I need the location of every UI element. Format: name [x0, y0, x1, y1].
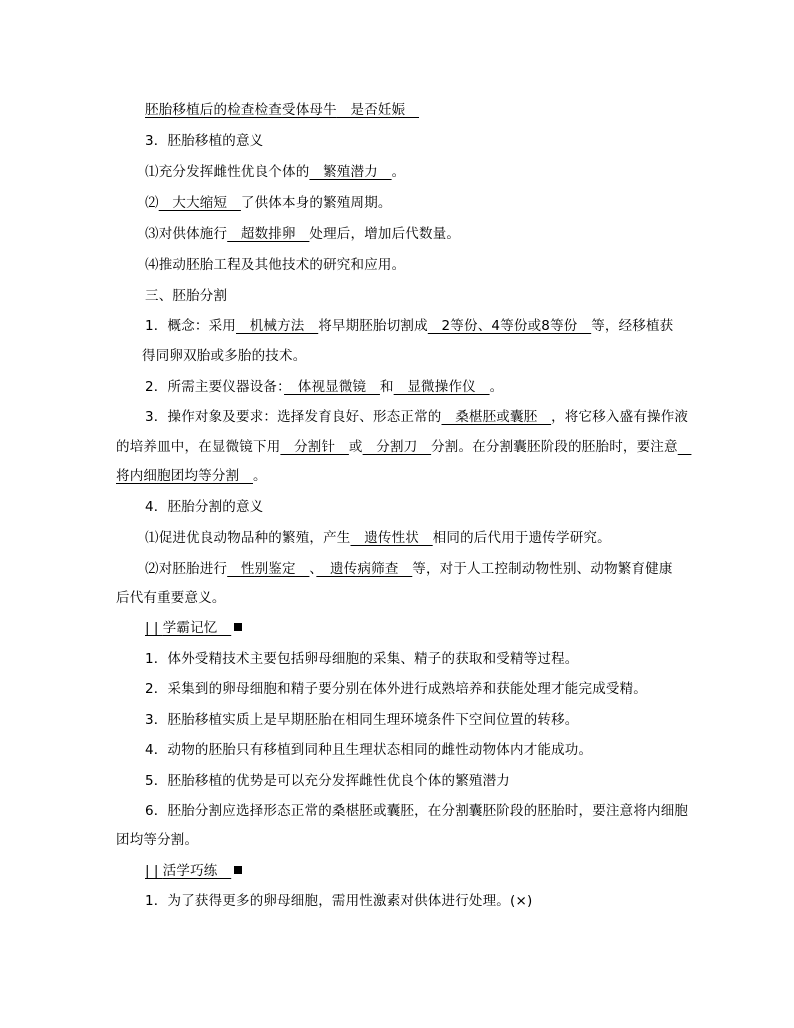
intro-line: [145, 100, 419, 120]
item-text: ⑶对供体施行: [145, 226, 228, 242]
practice-header: [145, 861, 242, 881]
blank-answer: 桑椹胚或囊胚: [441, 409, 552, 425]
memo-item: 3．胚胎移植实质上是早期胚胎在相同生理环境条件下空间位置的转移。: [145, 712, 579, 728]
item-text: 3．操作对象及要求：选择发育良好、形态正常的: [145, 409, 442, 425]
item-text: 的培养皿中，在显微镜下用: [116, 439, 281, 455]
paragraph-concept-cont: 得同卵双胎或多胎的技术。: [142, 348, 307, 364]
blank-answer: 繁殖潜力: [309, 164, 392, 180]
blank-answer: [678, 439, 692, 455]
section-title-splitting-significance: 4．胚胎分割的意义: [145, 499, 264, 515]
section-heading-embryo-splitting: 三、胚胎分割: [145, 288, 228, 304]
bars-glyph: | |: [145, 863, 163, 879]
blank-answer: 分割针: [280, 439, 349, 455]
paragraph-equipment: [145, 377, 503, 397]
item-text: ⑵: [145, 195, 159, 211]
memo-title: 学霸记忆: [162, 620, 218, 636]
blank-answer: 将内细胞团均等分割: [116, 468, 253, 484]
bars-glyph: | |: [145, 620, 163, 636]
blank-answer: 性别鉴定: [227, 561, 310, 577]
blank-answer: 显微操作仪: [393, 379, 490, 395]
item-text: 。: [391, 164, 406, 180]
list-item: ⑷推动胚胎工程及其他技术的研究和应用。: [145, 257, 406, 273]
item-text: 了供体本身的繁殖周期。: [240, 195, 392, 211]
blank-answer: 体视显微镜: [284, 379, 380, 395]
item-text: 、: [309, 561, 317, 577]
paragraph-concept: [145, 316, 673, 336]
item-text: 处理后，增加后代数量。: [309, 226, 461, 242]
list-item: [145, 162, 405, 182]
item-text: ，将它移入盛有操作液: [551, 409, 689, 425]
blank-answer: 遗传病筛查: [316, 561, 413, 577]
blank-answer: 遗传性状: [350, 530, 433, 546]
item-text: 。: [489, 379, 504, 395]
intro-text: 胚胎移植后的检查检查受体母牛: [145, 102, 337, 118]
item-text: 分割。在分割囊胚阶段的胚胎时，要注意: [431, 439, 678, 455]
square-bullet-icon: [234, 623, 242, 631]
item-text: 和: [379, 379, 394, 395]
blank-answer: 分割刀: [362, 439, 432, 455]
list-item: [145, 528, 611, 548]
list-item-cont: 后代有重要意义。: [116, 590, 226, 606]
paragraph-operation-cont: [116, 437, 691, 457]
item-text: ⑴促进优良动物品种的繁殖，产生: [145, 530, 351, 546]
blank-answer: 超数排卵: [227, 226, 310, 242]
item-text: ⑵对胚胎进行: [145, 561, 228, 577]
item-text: 。: [253, 468, 267, 484]
item-text: 等，对于人工控制动物性别、动物繁育健康: [412, 561, 673, 577]
intro-blank-answer: 是否妊娠: [336, 102, 420, 118]
blank-answer: 机械方法: [236, 318, 319, 334]
item-text: ⑴充分发挥雌性优良个体的: [145, 164, 310, 180]
square-bullet-icon: [234, 866, 242, 874]
item-text: 等，经移植获: [591, 318, 674, 334]
memo-item: 4．动物的胚胎只有移植到同种且生理状态相同的雌性动物体内才能成功。: [145, 742, 593, 758]
section-title-transfer-significance: 3．胚胎移植的意义: [145, 133, 264, 149]
paragraph-operation-cont2: [116, 466, 267, 486]
list-item: [145, 193, 392, 213]
memo-header: [145, 618, 242, 638]
list-item: [145, 224, 460, 244]
blank-answer: 大大缩短: [158, 195, 241, 211]
blank-answer: 2等份、4等份或8等份: [427, 318, 592, 334]
paragraph-operation: [145, 407, 688, 427]
list-item: [145, 559, 673, 579]
memo-item: 5．胚胎移植的优势是可以充分发挥雌性优良个体的繁殖潜力: [145, 773, 510, 789]
memo-item: 2．采集到的卵母细胞和精子要分别在体外进行成熟培养和获能处理才能完成受精。: [145, 681, 647, 697]
item-text: 相同的后代用于遗传学研究。: [432, 530, 611, 546]
item-text: 2．所需主要仪器设备：: [145, 379, 285, 395]
memo-item: 1．体外受精技术主要包括卵母细胞的采集、精子的获取和受精等过程。: [145, 651, 579, 667]
practice-item: 1．为了获得更多的卵母细胞，需用性激素对供体进行处理。(×): [145, 893, 533, 909]
item-text: 或: [348, 439, 363, 455]
memo-item: 6．胚胎分割应选择形态正常的桑椹胚或囊胚，在分割囊胚阶段的胚胎时，要注意将内细胞: [145, 803, 689, 819]
item-text: 1．概念：采用: [145, 318, 236, 334]
practice-title: 活学巧练: [162, 863, 218, 879]
memo-item-cont: 团均等分割。: [116, 832, 199, 848]
item-text: 将早期胚胎切割成: [318, 318, 428, 334]
